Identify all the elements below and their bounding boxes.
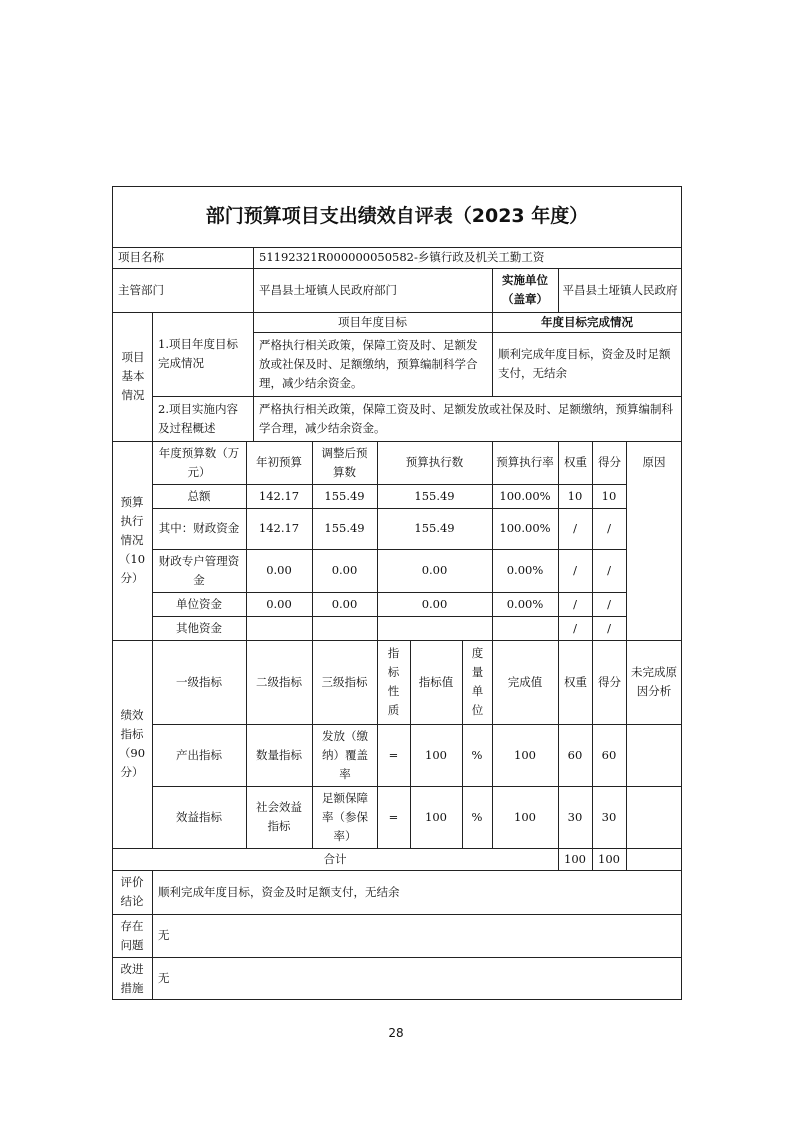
budget-row-adjusted: 0.00	[331, 596, 358, 611]
issues-label: 存在问题	[120, 918, 144, 952]
perf-header-reason: 未完成原因分析	[631, 665, 677, 698]
budget-row-executed: 155.49	[414, 488, 455, 503]
perf-row-value: 100	[425, 747, 447, 762]
budget-row-score: /	[607, 563, 611, 577]
budget-row-name: 财政专户管理资金	[158, 553, 240, 587]
perf-header-l1: 一级指标	[176, 674, 222, 689]
budget-row-weight: /	[573, 563, 577, 577]
dept-value: 平昌县土垭镇人民政府部门	[259, 282, 397, 297]
budget-row-name: 总额	[187, 488, 211, 503]
total-weight: 100	[564, 851, 586, 866]
budget-row-executed: 0.00	[421, 563, 448, 577]
perf-row-unit: %	[471, 747, 483, 762]
budget-row-score: /	[607, 521, 611, 535]
perf-row-done: 100	[514, 747, 536, 762]
perf-header-l2: 二级指标	[256, 674, 302, 689]
row2-label: 2.项目实施内容及过程概述	[158, 401, 238, 435]
conclusion-text: 顺利完成年度目标，资金及时足额支付，无结余	[158, 884, 400, 899]
budget-row-weight: /	[573, 596, 577, 611]
budget-row-adjusted: 155.49	[324, 521, 365, 535]
perf-row-unit: %	[471, 809, 483, 824]
perf-row-done: 100	[514, 809, 536, 824]
project-name-label: 项目名称	[118, 250, 164, 264]
measures-label: 改进措施	[120, 961, 144, 995]
total-label: 合计	[323, 851, 347, 866]
perf-header-value: 指标值	[418, 674, 454, 689]
budget-row-initial	[246, 616, 312, 640]
issues-text: 无	[158, 928, 170, 942]
budget-row-executed	[377, 616, 492, 640]
row2-text: 严格执行相关政策，保障工资及时、足额发放或社保及时、足额缴纳，预算编制科学合理，减少结余资金。	[259, 401, 673, 435]
perf-row-score: 60	[601, 747, 617, 762]
page-number: 28	[388, 1026, 404, 1040]
perf-row-score: 30	[601, 809, 617, 824]
budget-row-executed: 0.00	[421, 596, 448, 611]
budget-row-weight: /	[573, 521, 577, 535]
budget-row-initial: 0.00	[266, 563, 292, 577]
project-name-value: 51192321R000000050582-乡镇行政及机关工勤工资	[259, 250, 545, 264]
measures-text: 无	[158, 971, 170, 985]
evaluation-table	[112, 186, 682, 1000]
budget-header-name: 年度预算数（万元）	[158, 445, 240, 479]
budget-row-executed: 155.49	[414, 521, 455, 535]
budget-header-executed: 预算执行数	[405, 455, 464, 469]
budget-row-adjusted	[312, 616, 377, 640]
completion-header: 年度目标完成情况	[541, 314, 633, 329]
overview-section-label: 项目基本情况	[121, 350, 145, 402]
budget-header-reason: 原因	[642, 455, 666, 469]
perf-header-nature: 指标性质	[387, 646, 400, 717]
budget-row-name: 其中：财政资金	[158, 521, 240, 535]
perf-header-score: 得分	[598, 674, 621, 689]
budget-row-rate: 0.00%	[506, 563, 544, 577]
perf-row-nature: =	[388, 747, 399, 762]
budget-row-adjusted: 155.49	[324, 488, 365, 503]
budget-row-score: /	[607, 596, 611, 611]
perf-row-l2: 社会效益指标	[256, 800, 302, 833]
budget-row-rate: 0.00%	[506, 596, 544, 611]
budget-row-initial: 142.17	[258, 521, 300, 535]
budget-row-initial: 0.00	[266, 596, 292, 611]
budget-row-weight: /	[573, 620, 577, 635]
impl-unit-value: 平昌县土垭镇人民政府	[562, 282, 678, 297]
table-title: 部门预算项目支出绩效自评表（2023 年度）	[205, 205, 589, 227]
budget-row-adjusted: 0.00	[331, 563, 358, 577]
perf-row-value: 100	[425, 809, 447, 824]
perf-row-nature: =	[388, 809, 399, 824]
budget-header-rate: 预算执行率	[496, 455, 554, 469]
budget-header-score: 得分	[598, 455, 621, 469]
perf-row-l3: 发放（缴纳）覆盖率	[322, 728, 368, 781]
dept-label: 主管部门	[118, 282, 164, 297]
impl-unit-label: 实施单位（盖章）	[502, 273, 548, 306]
perf-row-l1: 产出指标	[176, 747, 222, 762]
performance-section-label: 绩效指标（90分）	[118, 708, 146, 779]
total-score: 100	[598, 851, 620, 866]
perf-header-l3: 三级指标	[321, 674, 368, 689]
perf-row-weight: 30	[567, 809, 583, 824]
perf-row-l2: 数量指标	[256, 747, 302, 762]
budget-row-initial: 142.17	[258, 488, 300, 503]
perf-row-l1: 效益指标	[176, 809, 222, 824]
budget-header-weight: 权重	[564, 455, 587, 469]
budget-row-rate	[492, 616, 558, 640]
row1-completion: 顺利完成年度目标，资金及时足额支付，无结余	[498, 347, 671, 380]
conclusion-label: 评价结论	[120, 875, 144, 908]
budget-row-rate: 100.00%	[499, 488, 551, 503]
budget-header-adjusted: 调整后预算数	[321, 445, 368, 479]
budget-row-score: 10	[601, 488, 617, 503]
budget-header-initial: 年初预算	[256, 455, 302, 469]
budget-row-weight: 10	[567, 488, 583, 503]
perf-header-weight: 权重	[564, 674, 587, 689]
perf-header-unit: 度量单位	[471, 646, 484, 717]
perf-row-weight: 60	[567, 747, 583, 762]
budget-row-rate: 100.00%	[499, 521, 551, 535]
goal-header: 项目年度目标	[338, 314, 407, 329]
budget-row-name: 单位资金	[176, 596, 222, 611]
budget-section-label: 预算执行情况（10分）	[118, 495, 146, 585]
budget-row-score: /	[607, 620, 611, 635]
perf-row-l3: 足额保障率（参保率）	[322, 790, 368, 843]
perf-header-done: 完成值	[507, 674, 543, 689]
row1-label: 1.项目年度目标完成情况	[158, 337, 238, 370]
budget-row-name: 其他资金	[176, 620, 222, 635]
row1-goal: 严格执行相关政策，保障工资及时、足额发放或社保及时、足额缴纳，预算编制科学合理，减少结余资金。	[259, 337, 478, 390]
